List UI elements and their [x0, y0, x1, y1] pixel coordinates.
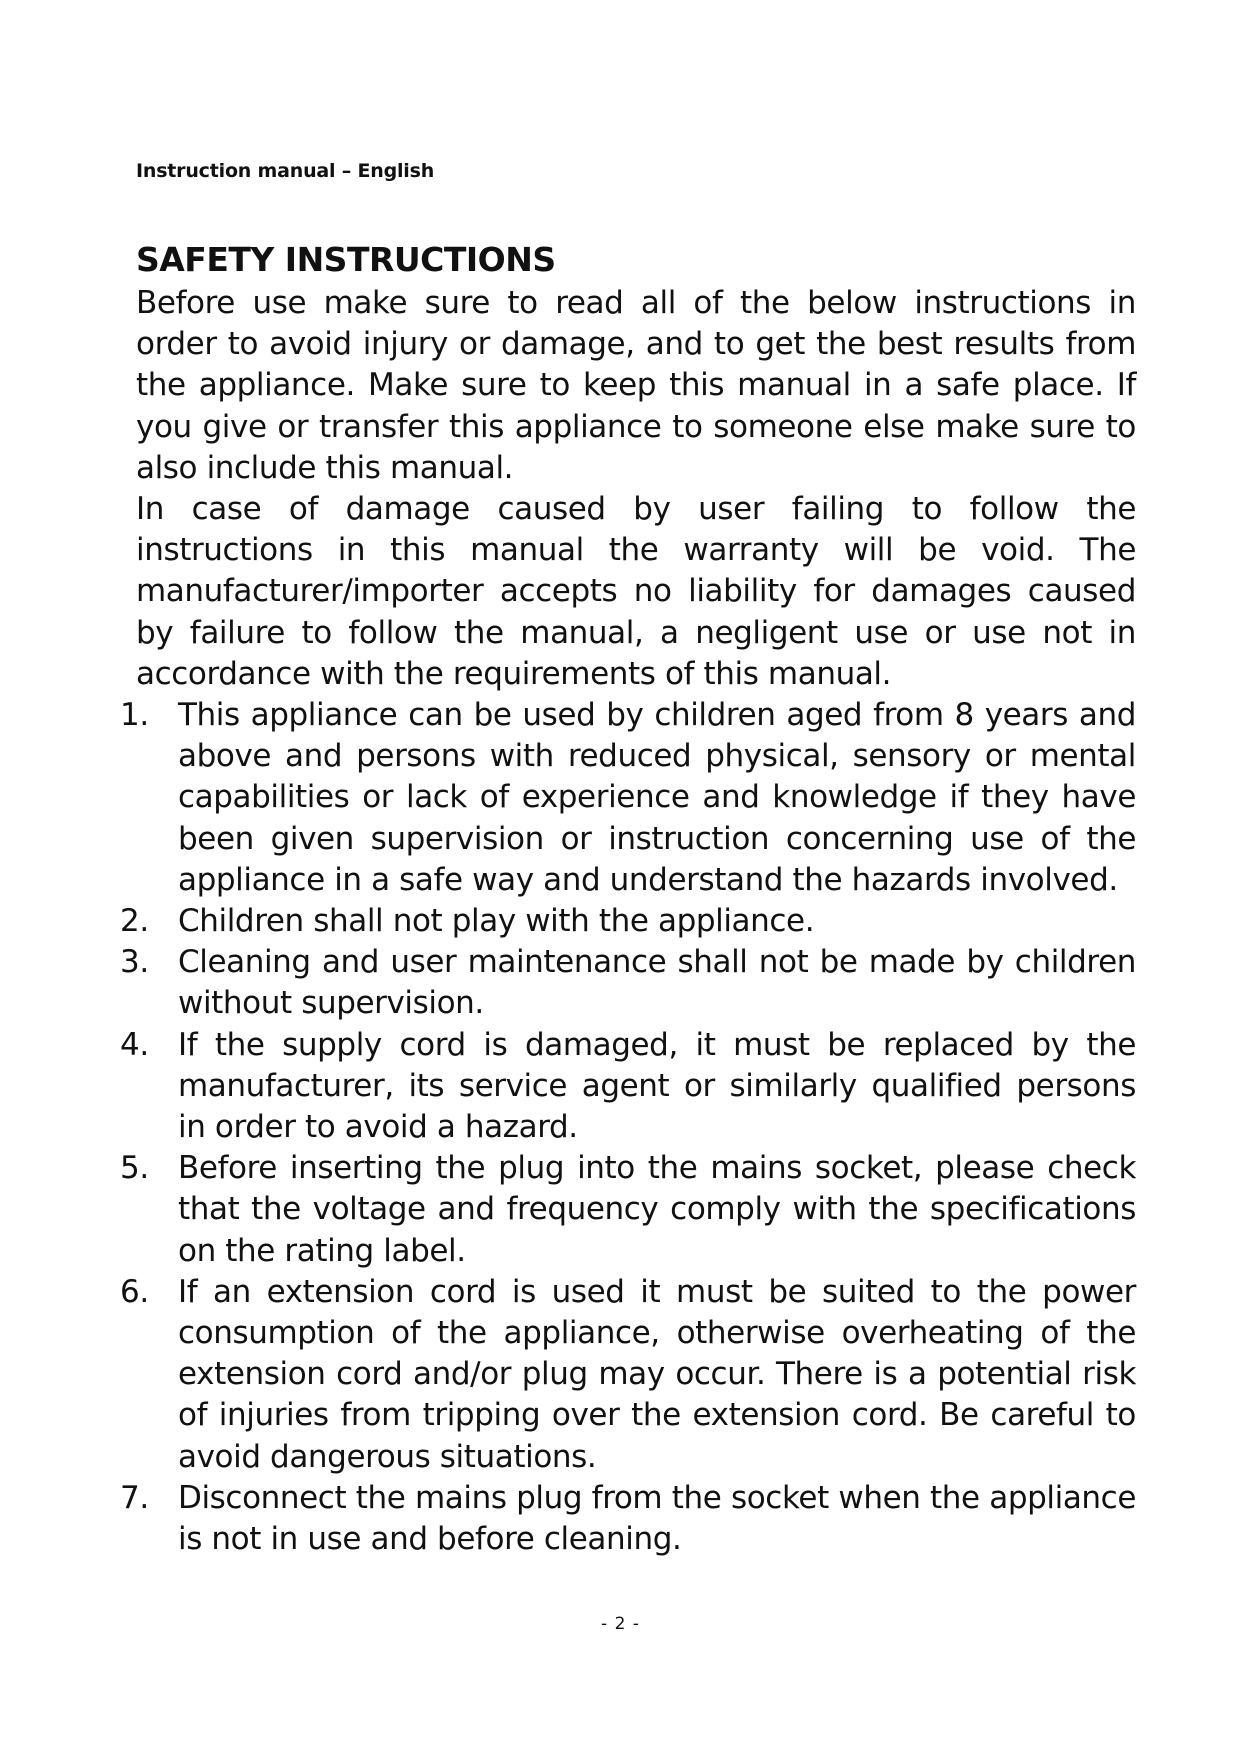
item-number: 5. [120, 1150, 149, 1187]
document-body [120, 283, 1136, 1560]
item-text: If the supply cord is damaged, it must be replaced by the manufacturer, its service agent or similarly qualified persons in order to avoid a hazard. [178, 1026, 1136, 1146]
item-text: Disconnect the mains plug from the socket when the appliance is not in use and before cleaning. [178, 1479, 1136, 1558]
item-text: Children shall not play with the appliance. [178, 903, 815, 940]
intro-paragraph: Before use make sure to read all of the below instructions in order to avoid injury or damage, and to get the best results from the appliance. Make sure to keep this manual in a safe place. If you give or transfer this appliance to someone else make sure to also include this manual. [136, 285, 1136, 486]
list-item [120, 695, 1136, 901]
list-item [120, 1478, 1136, 1560]
list-item [120, 1025, 1136, 1149]
item-number: 6. [120, 1273, 149, 1310]
item-number: 3. [120, 944, 149, 981]
list-item [120, 942, 1136, 1024]
item-number: 7. [120, 1479, 149, 1516]
item-text: Cleaning and user maintenance shall not be made by children without supervision. [178, 944, 1136, 1022]
item-number: 4. [120, 1026, 149, 1063]
liability-paragraph: In case of damage caused by user failing to follow the instructions in this manual the warranty will be void. The manufacturer/importer accepts no liability for damages caused by failure to follow the manual, a negligent use or use not in accordance with the requirements of this manual. [136, 491, 1136, 692]
manual-header: Instruction manual – English [136, 160, 435, 182]
safety-list [120, 695, 1136, 1560]
list-item [120, 1148, 1136, 1272]
item-number: 1. [120, 697, 149, 734]
section-title: SAFETY INSTRUCTIONS [136, 240, 556, 279]
item-number: 2. [120, 903, 149, 940]
item-text: Before inserting the plug into the mains socket, please check that the voltage and frequency comply with the specifications on the rating label. [178, 1150, 1136, 1269]
item-text: This appliance can be used by children aged from 8 years and above and persons with reduced physical, sensory or mental capabilities or lack of experience and knowledge if they have been given supervision or instruction concerning use of the appliance in a safe way and understand the hazards involved. [178, 697, 1136, 898]
page-number: - 2 - [601, 1614, 640, 1634]
list-item [120, 1272, 1136, 1478]
list-item [120, 901, 1136, 942]
item-text: If an extension cord is used it must be suited to the power consumption of the appliance, otherwise overheating of the extension cord and/or plug may occur. There is a potential risk of injuries from tripping over the extension cord. Be careful to avoid dangerous situations. [178, 1273, 1136, 1475]
